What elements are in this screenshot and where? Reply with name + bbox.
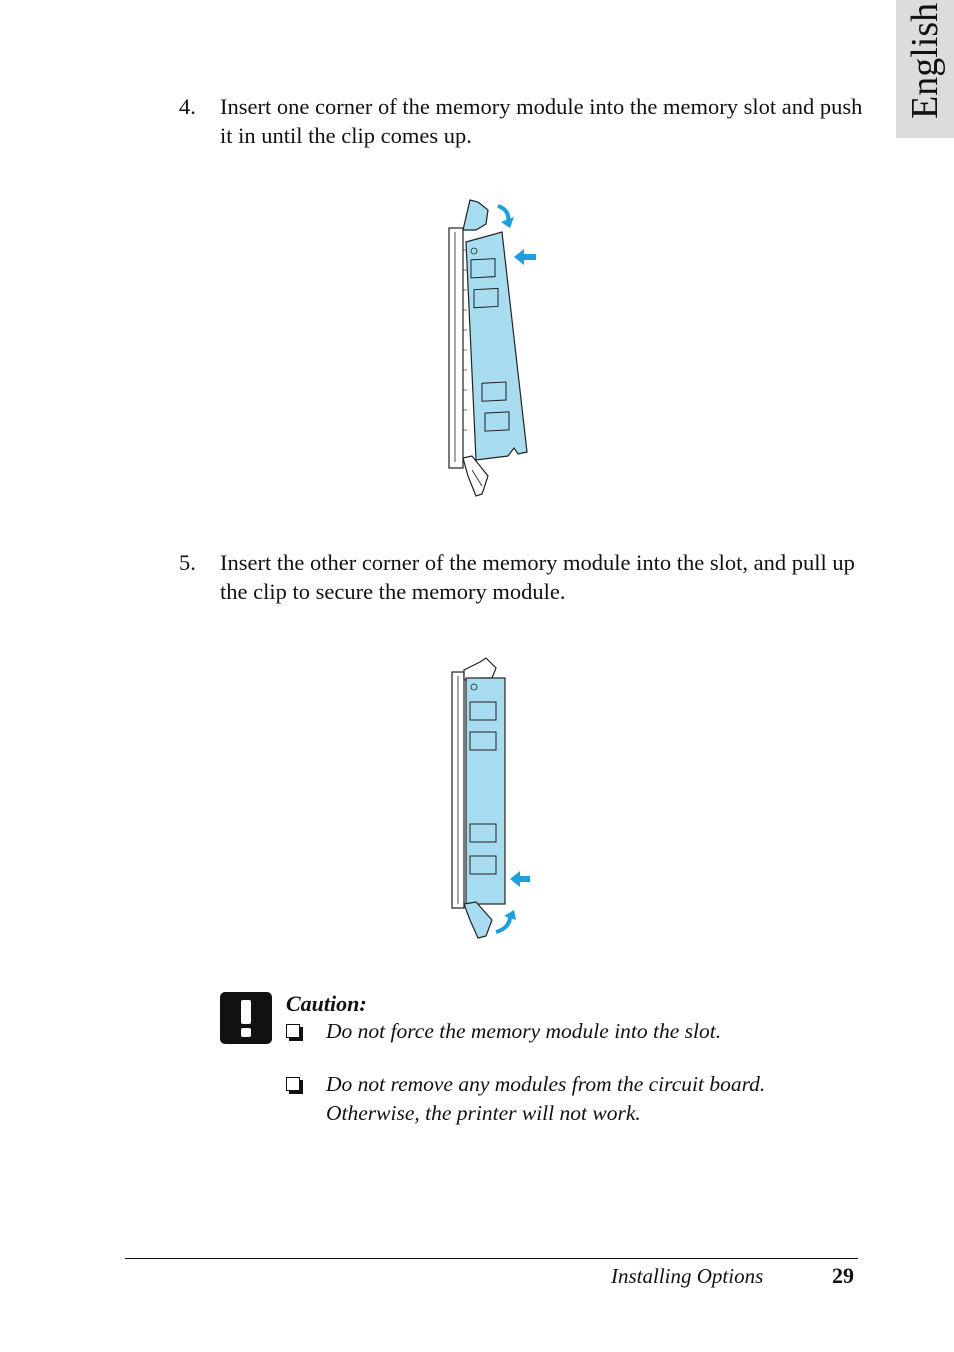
caution-bullet-text: Do not force the memory module into the slot. [326,1019,722,1043]
memory-slot [449,228,463,468]
page-number: 29 [832,1263,854,1288]
top-clip [464,658,496,680]
top-clip [463,200,488,230]
step-number: 5. [179,550,196,575]
caution-exclamation-icon [220,992,272,1044]
footer-section-title: Installing Options [611,1264,764,1288]
rotate-arrow-icon [496,916,510,932]
push-arrow-icon [514,249,536,265]
memory-module [466,678,505,904]
language-tab [896,0,954,138]
rotate-arrow-icon [498,206,508,222]
checkbox-bullet-icon [286,1077,300,1091]
memory-module-seated-illustration [430,648,550,940]
language-tab-label: English [904,2,946,119]
memory-module-tilted-illustration [430,190,550,510]
bottom-clip [464,902,492,938]
caution-bullet-text: Do not remove any modules from the circuit board. Otherwise, the printer will not work. [326,1072,766,1125]
memory-module [466,232,527,460]
step-text: Insert one corner of the memory module into the memory slot and push it in until the clip comes up. [220,94,863,148]
checkbox-bullet-icon [286,1024,300,1038]
step-number: 4. [179,94,196,119]
caution-title: Caution: [286,991,367,1016]
footer-divider [125,1258,858,1259]
step-text: Insert the other corner of the memory module into the slot, and pull up the clip to secure the memory module. [220,550,855,604]
push-arrow-icon [510,871,530,887]
